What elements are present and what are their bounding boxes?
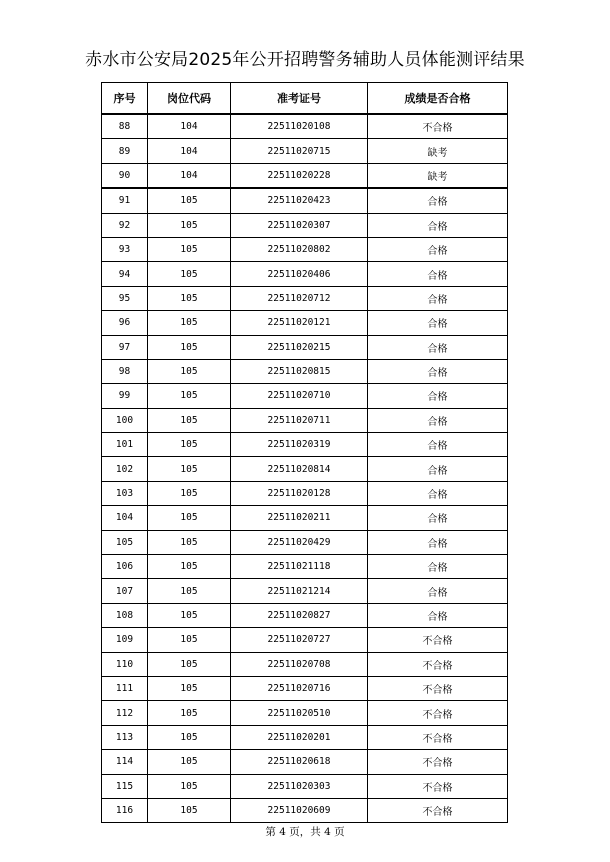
table-row bbox=[102, 384, 508, 408]
ticket-number-cell: 22511020715 bbox=[231, 139, 368, 163]
result-cell: 不合格 bbox=[368, 676, 508, 700]
serial-number-cell: 93 bbox=[102, 237, 148, 261]
ticket-number-cell: 22511020827 bbox=[231, 603, 368, 627]
table-row bbox=[102, 628, 508, 652]
result-cell: 合格 bbox=[368, 408, 508, 432]
result-cell: 不合格 bbox=[368, 774, 508, 798]
table-row bbox=[102, 433, 508, 457]
position-code-cell: 105 bbox=[148, 408, 231, 432]
result-cell: 不合格 bbox=[368, 114, 508, 139]
header-position-code: 岗位代码 bbox=[148, 83, 231, 115]
ticket-number-cell: 22511020429 bbox=[231, 530, 368, 554]
position-code-cell: 105 bbox=[148, 237, 231, 261]
ticket-number-cell: 22511020618 bbox=[231, 750, 368, 774]
ticket-number-cell: 22511021214 bbox=[231, 579, 368, 603]
ticket-number-cell: 22511020228 bbox=[231, 163, 368, 188]
table-row bbox=[102, 774, 508, 798]
position-code-cell: 105 bbox=[148, 750, 231, 774]
position-code-cell: 105 bbox=[148, 286, 231, 310]
serial-number-cell: 110 bbox=[102, 652, 148, 676]
table-row bbox=[102, 701, 508, 725]
result-cell: 合格 bbox=[368, 237, 508, 261]
header-result: 成绩是否合格 bbox=[368, 83, 508, 115]
result-cell: 合格 bbox=[368, 335, 508, 359]
table-row bbox=[102, 725, 508, 749]
table-row bbox=[102, 286, 508, 310]
table-row bbox=[102, 555, 508, 579]
ticket-number-cell: 22511021118 bbox=[231, 555, 368, 579]
table-row bbox=[102, 188, 508, 213]
position-code-cell: 105 bbox=[148, 603, 231, 627]
serial-number-cell: 100 bbox=[102, 408, 148, 432]
table-row bbox=[102, 311, 508, 335]
position-code-cell: 105 bbox=[148, 774, 231, 798]
position-code-cell: 105 bbox=[148, 628, 231, 652]
table-row bbox=[102, 408, 508, 432]
table-row bbox=[102, 335, 508, 359]
position-code-cell: 105 bbox=[148, 579, 231, 603]
result-cell: 合格 bbox=[368, 481, 508, 505]
serial-number-cell: 114 bbox=[102, 750, 148, 774]
result-cell: 不合格 bbox=[368, 750, 508, 774]
ticket-number-cell: 22511020711 bbox=[231, 408, 368, 432]
ticket-number-cell: 22511020108 bbox=[231, 114, 368, 139]
ticket-number-cell: 22511020319 bbox=[231, 433, 368, 457]
ticket-number-cell: 22511020710 bbox=[231, 384, 368, 408]
ticket-number-cell: 22511020609 bbox=[231, 798, 368, 822]
result-cell: 合格 bbox=[368, 603, 508, 627]
table-row bbox=[102, 676, 508, 700]
serial-number-cell: 112 bbox=[102, 701, 148, 725]
ticket-number-cell: 22511020201 bbox=[231, 725, 368, 749]
position-code-cell: 105 bbox=[148, 725, 231, 749]
position-code-cell: 105 bbox=[148, 676, 231, 700]
serial-number-cell: 106 bbox=[102, 555, 148, 579]
ticket-number-cell: 22511020211 bbox=[231, 506, 368, 530]
serial-number-cell: 99 bbox=[102, 384, 148, 408]
results-table bbox=[101, 82, 508, 823]
table-row bbox=[102, 163, 508, 188]
table-row bbox=[102, 262, 508, 286]
result-cell: 不合格 bbox=[368, 725, 508, 749]
ticket-number-cell: 22511020406 bbox=[231, 262, 368, 286]
serial-number-cell: 116 bbox=[102, 798, 148, 822]
ticket-number-cell: 22511020307 bbox=[231, 213, 368, 237]
ticket-number-cell: 22511020128 bbox=[231, 481, 368, 505]
table-row bbox=[102, 798, 508, 822]
serial-number-cell: 103 bbox=[102, 481, 148, 505]
serial-number-cell: 109 bbox=[102, 628, 148, 652]
position-code-cell: 105 bbox=[148, 530, 231, 554]
position-code-cell: 105 bbox=[148, 798, 231, 822]
result-cell: 合格 bbox=[368, 530, 508, 554]
serial-number-cell: 108 bbox=[102, 603, 148, 627]
position-code-cell: 105 bbox=[148, 555, 231, 579]
ticket-number-cell: 22511020423 bbox=[231, 188, 368, 213]
table-header-row bbox=[102, 83, 508, 115]
table-row bbox=[102, 579, 508, 603]
serial-number-cell: 94 bbox=[102, 262, 148, 286]
header-serial-number: 序号 bbox=[102, 83, 148, 115]
position-code-cell: 105 bbox=[148, 311, 231, 335]
ticket-number-cell: 22511020708 bbox=[231, 652, 368, 676]
ticket-number-cell: 22511020814 bbox=[231, 457, 368, 481]
table-row bbox=[102, 213, 508, 237]
result-cell: 合格 bbox=[368, 506, 508, 530]
serial-number-cell: 91 bbox=[102, 188, 148, 213]
result-cell: 合格 bbox=[368, 286, 508, 310]
position-code-cell: 104 bbox=[148, 163, 231, 188]
serial-number-cell: 97 bbox=[102, 335, 148, 359]
result-cell: 合格 bbox=[368, 359, 508, 383]
ticket-number-cell: 22511020121 bbox=[231, 311, 368, 335]
serial-number-cell: 105 bbox=[102, 530, 148, 554]
serial-number-cell: 107 bbox=[102, 579, 148, 603]
result-cell: 合格 bbox=[368, 457, 508, 481]
position-code-cell: 105 bbox=[148, 335, 231, 359]
result-cell: 不合格 bbox=[368, 652, 508, 676]
serial-number-cell: 95 bbox=[102, 286, 148, 310]
serial-number-cell: 88 bbox=[102, 114, 148, 139]
position-code-cell: 105 bbox=[148, 481, 231, 505]
result-cell: 不合格 bbox=[368, 628, 508, 652]
serial-number-cell: 96 bbox=[102, 311, 148, 335]
position-code-cell: 104 bbox=[148, 139, 231, 163]
result-cell: 合格 bbox=[368, 188, 508, 213]
serial-number-cell: 98 bbox=[102, 359, 148, 383]
table-row bbox=[102, 359, 508, 383]
table-row bbox=[102, 114, 508, 139]
ticket-number-cell: 22511020215 bbox=[231, 335, 368, 359]
position-code-cell: 105 bbox=[148, 359, 231, 383]
result-cell: 合格 bbox=[368, 433, 508, 457]
result-cell: 合格 bbox=[368, 384, 508, 408]
position-code-cell: 105 bbox=[148, 433, 231, 457]
table-row bbox=[102, 481, 508, 505]
position-code-cell: 105 bbox=[148, 506, 231, 530]
results-body bbox=[102, 114, 508, 823]
result-cell: 合格 bbox=[368, 311, 508, 335]
result-cell: 缺考 bbox=[368, 163, 508, 188]
result-cell: 合格 bbox=[368, 213, 508, 237]
serial-number-cell: 101 bbox=[102, 433, 148, 457]
table-row bbox=[102, 139, 508, 163]
result-cell: 不合格 bbox=[368, 701, 508, 725]
result-cell: 不合格 bbox=[368, 798, 508, 822]
result-cell: 合格 bbox=[368, 262, 508, 286]
ticket-number-cell: 22511020510 bbox=[231, 701, 368, 725]
header-ticket-number: 准考证号 bbox=[231, 83, 368, 115]
position-code-cell: 105 bbox=[148, 188, 231, 213]
serial-number-cell: 111 bbox=[102, 676, 148, 700]
position-code-cell: 104 bbox=[148, 114, 231, 139]
position-code-cell: 105 bbox=[148, 701, 231, 725]
position-code-cell: 105 bbox=[148, 652, 231, 676]
table-row bbox=[102, 237, 508, 261]
table-row bbox=[102, 530, 508, 554]
ticket-number-cell: 22511020716 bbox=[231, 676, 368, 700]
position-code-cell: 105 bbox=[148, 457, 231, 481]
position-code-cell: 105 bbox=[148, 262, 231, 286]
ticket-number-cell: 22511020712 bbox=[231, 286, 368, 310]
ticket-number-cell: 22511020303 bbox=[231, 774, 368, 798]
position-code-cell: 105 bbox=[148, 384, 231, 408]
table-row bbox=[102, 506, 508, 530]
serial-number-cell: 104 bbox=[102, 506, 148, 530]
table-row bbox=[102, 603, 508, 627]
result-cell: 合格 bbox=[368, 579, 508, 603]
result-cell: 合格 bbox=[368, 555, 508, 579]
ticket-number-cell: 22511020727 bbox=[231, 628, 368, 652]
serial-number-cell: 102 bbox=[102, 457, 148, 481]
page-title: 赤水市公安局2025年公开招聘警务辅助人员体能测评结果 bbox=[85, 50, 525, 70]
serial-number-cell: 90 bbox=[102, 163, 148, 188]
table-row bbox=[102, 750, 508, 774]
serial-number-cell: 92 bbox=[102, 213, 148, 237]
table-row bbox=[102, 652, 508, 676]
ticket-number-cell: 22511020815 bbox=[231, 359, 368, 383]
result-cell: 缺考 bbox=[368, 139, 508, 163]
table-row bbox=[102, 457, 508, 481]
ticket-number-cell: 22511020802 bbox=[231, 237, 368, 261]
page-footer: 第 4 页，共 4 页 bbox=[265, 826, 345, 838]
position-code-cell: 105 bbox=[148, 213, 231, 237]
serial-number-cell: 113 bbox=[102, 725, 148, 749]
serial-number-cell: 115 bbox=[102, 774, 148, 798]
serial-number-cell: 89 bbox=[102, 139, 148, 163]
